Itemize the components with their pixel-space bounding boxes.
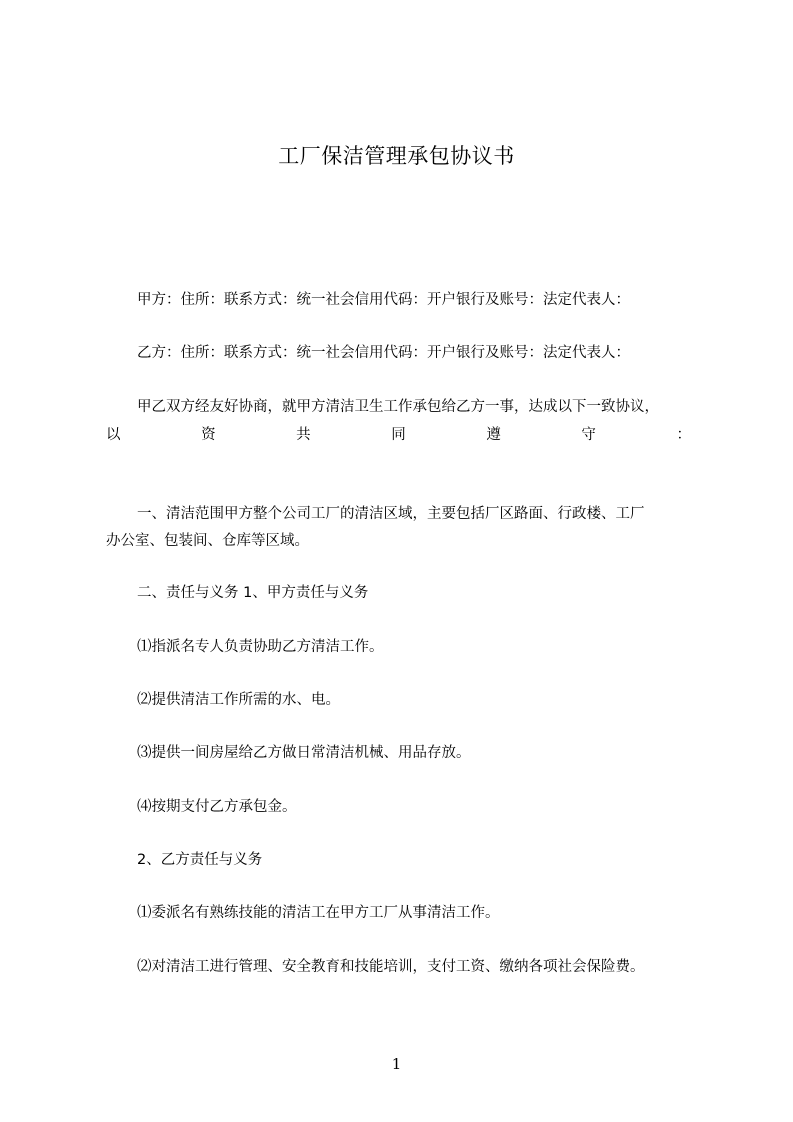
party-a-duty-item: ⑴指派名专人负责协助乙方清洁工作。 <box>137 639 384 655</box>
party-b-line: 乙方：住所：联系方式：统一社会信用代码：开户银行及账号：法定代表人： <box>137 345 630 361</box>
party-b-duty-item: ⑵对清洁工进行管理、安全教育和技能培训，支付工资、缴纳各项社会保险费。 <box>137 959 645 975</box>
party-b-duty-heading: 2、乙方责任与义务 <box>137 852 263 868</box>
intro-char: 资 <box>201 427 216 443</box>
intro-paragraph-line-1: 甲乙双方经友好协商，就甲方清洁卫生工作承包给乙方一事，达成以下一致协议， <box>137 399 659 415</box>
intro-char: ： <box>676 427 691 443</box>
section-1-line-1: 一、清洁范围甲方整个公司工厂的清洁区域，主要包括厂区路面、行政楼、工厂 <box>137 506 645 522</box>
page-number: 1 <box>391 1055 402 1073</box>
party-b-duty-item: ⑴委派名有熟练技能的清洁工在甲方工厂从事清洁工作。 <box>137 905 500 921</box>
intro-char: 以 <box>106 427 121 443</box>
section-1-line-2: 办公室、包装间、仓库等区域。 <box>106 533 309 549</box>
intro-char: 同 <box>391 427 406 443</box>
intro-char: 共 <box>296 427 311 443</box>
section-2-heading: 二、责任与义务 1、甲方责任与义务 <box>137 585 369 601</box>
document-title: 工厂保洁管理承包协议书 <box>278 144 515 168</box>
intro-paragraph-line-2 <box>106 424 691 446</box>
party-a-duty-item: ⑷按期支付乙方承包金。 <box>137 799 297 815</box>
intro-char: 守 <box>581 427 596 443</box>
intro-char: 遵 <box>486 427 501 443</box>
party-a-duty-item: ⑵提供清洁工作所需的水、电。 <box>137 692 340 708</box>
party-a-duty-item: ⑶提供一间房屋给乙方做日常清洁机械、用品存放。 <box>137 745 471 761</box>
party-a-line: 甲方：住所：联系方式：统一社会信用代码：开户银行及账号：法定代表人： <box>137 292 630 308</box>
